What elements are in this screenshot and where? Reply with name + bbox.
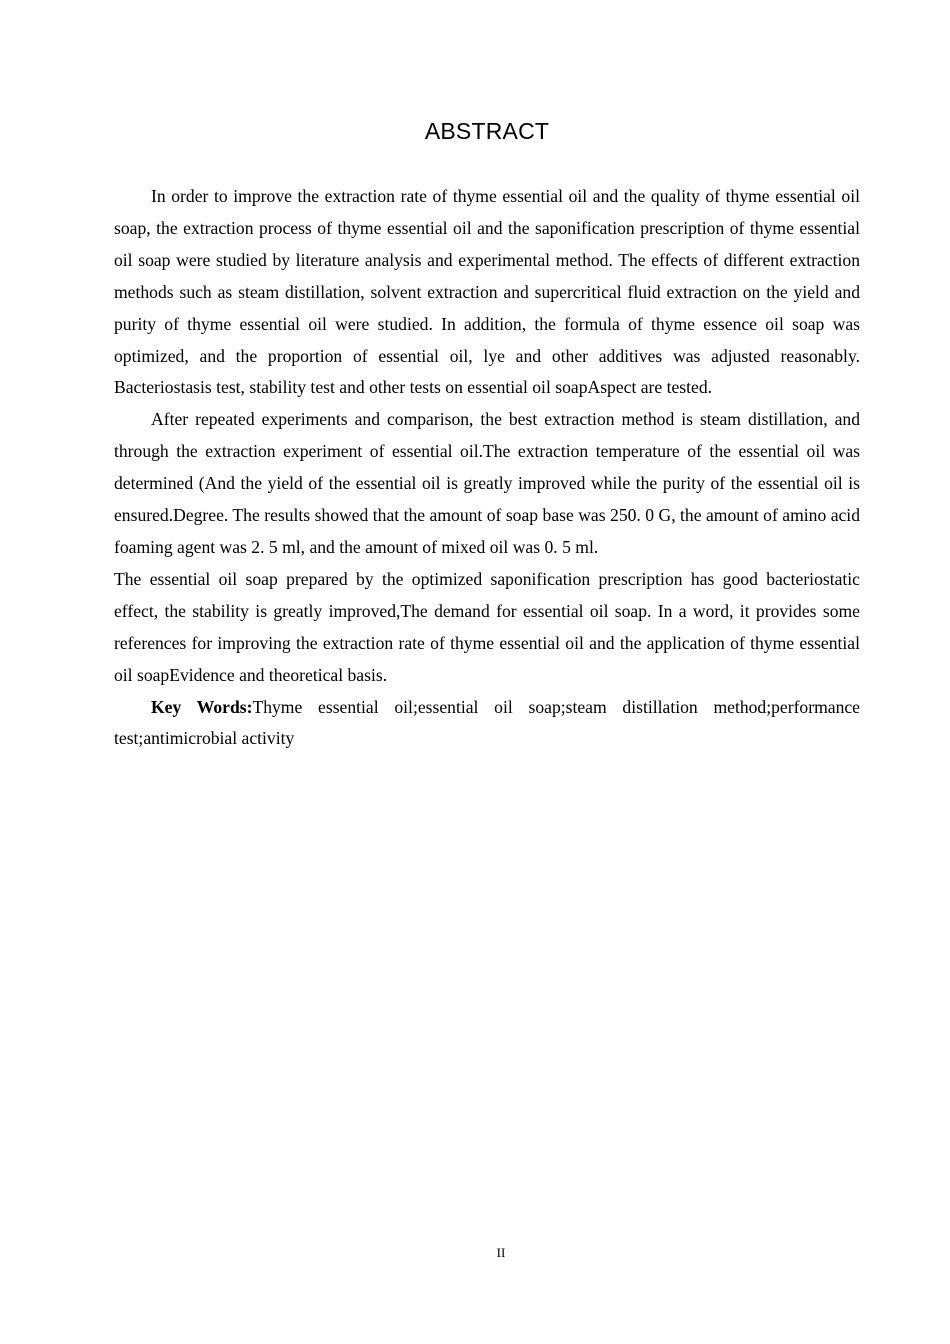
keywords-paragraph — [114, 692, 860, 756]
page-number: II — [496, 1245, 506, 1260]
keywords-label: Key Words: — [151, 696, 253, 717]
abstract-paragraph-2: After repeated experiments and comparison, the best extraction method is steam distillation, and through the extraction experiment of essential oil.The extraction temperature of the essential oil was determined (And the yield of the essential oil is greatly improved while the purity of the essential oil is ensured.Degree. The results showed that the amount of soap base was 250. 0 G, the amount of amino acid foaming agent was 2. 5 ml, and the amount of mixed oil was 0. 5 ml. — [114, 409, 860, 557]
abstract-body — [114, 181, 860, 755]
abstract-paragraph-1: In order to improve the extraction rate of thyme essential oil and the quality of thyme essential oil soap, the extraction process of thyme essential oil and the saponification prescription of thyme essential oil soap were studied by literature analysis and experimental method. The effects of different extraction methods such as steam distillation, solvent extraction and supercritical fluid extraction on the yield and purity of thyme essential oil were studied. In addition, the formula of thyme essence oil soap was optimized, and the proportion of essential oil, lye and other additives was adjusted reasonably. Bacteriostasis test, stability test and other tests on essential oil soapAspect are tested. — [114, 186, 860, 398]
abstract-title: ABSTRACT — [424, 118, 550, 144]
keywords-text: Thyme essential oil;essential oil soap;steam distillation method;performance test;antimicrobial activity — [114, 696, 860, 749]
abstract-paragraph-3: The essential oil soap prepared by the optimized saponification prescription has good bacteriostatic effect, the stability is greatly improved,The demand for essential oil soap. In a word, it provides some references for improving the extraction rate of thyme essential oil and the application of thyme essential oil soapEvidence and theoretical basis. — [114, 568, 860, 685]
